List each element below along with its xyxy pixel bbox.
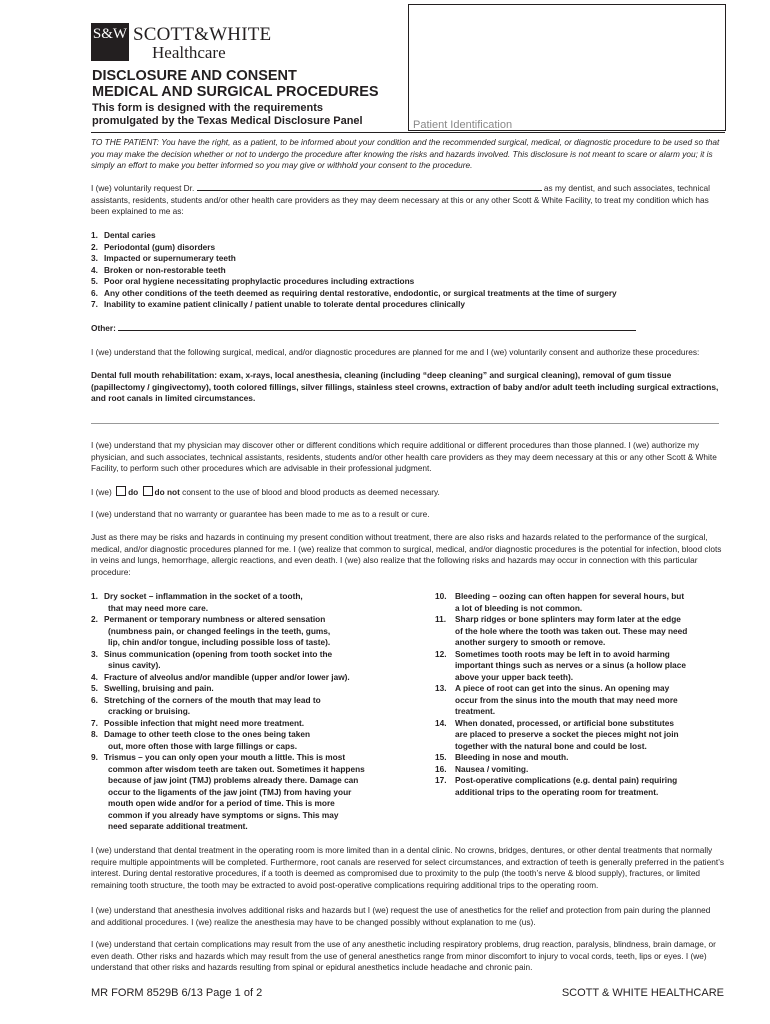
list-item: 5. Swelling, bruising and pain. [91, 683, 214, 693]
logo-icon: S&W [91, 23, 129, 61]
patient-id-label: Patient Identification [413, 119, 513, 131]
do-not-label: do not [154, 487, 180, 497]
do-checkbox[interactable] [116, 486, 126, 496]
list-item: 17. Post-operative complications (e.g. dental pain) requiring additional trips to the operating room for treatment. [435, 775, 678, 797]
list-item: 7. Inability to examine patient clinically / patient unable to tolerate dental procedures clinically [91, 299, 466, 309]
list-item: 11. Sharp ridges or bone splinters may form later at the edge of the hole where the tooth was taken out. These may need another surgery to smooth or remove. [435, 614, 688, 647]
subtitle-line-1: This form is designed with the requirements [92, 102, 324, 114]
list-item: 6. Any other conditions of the teeth deemed as requiring dental restorative, endodontic, or surgical treatments at the time of surgery [91, 287, 617, 298]
header-divider [91, 132, 725, 133]
risks-left-column [91, 591, 421, 833]
list-item: 9. Trismus – you can only open your mouth a little. This is most common after wisdom teeth are taken out. Sometimes it happens because of jaw joint (TMJ) problems already there. Damage can occur to the ligaments of the jaw joint (TMJ) from having your mouth open wide and/or for a period of time. This is more common if you already have symptoms or signs. This may need separate additional treatment. [91, 752, 365, 831]
brand-name: SCOTT&WHITE [133, 24, 272, 45]
anesthesia-paragraph: I (we) understand that anesthesia involves additional risks and hazards but I (we) request the use of anesthetics for the relief and protection from pain during the planned and additional procedures. I (we) realize the anesthesia may have to be changed possibly without explanation to me (us). [91, 905, 711, 927]
other-label: Other: [91, 323, 116, 333]
request-paragraph [91, 183, 726, 218]
brand-subname: Healthcare [152, 43, 226, 62]
list-item: 8. Damage to other teeth close to the ones being taken out, more often those with large fillings or caps. [91, 729, 311, 751]
list-item: 3. Sinus communication (opening from tooth socket into the sinus cavity). [91, 648, 333, 670]
list-item: 1. Dry socket – inflammation in the socket of a tooth, that may need more care. [91, 591, 303, 613]
title-line-2: MEDICAL AND SURGICAL PROCEDURES [92, 84, 379, 100]
list-item: 2. Permanent or temporary numbness or altered sensation (numbness pain, or changed feelings in the teeth, gums, lip, chin and/or tongue, including possible loss of taste). [91, 614, 331, 647]
list-item: 14. When donated, processed, or artificial bone substitutes are placed to preserve a socket the pieces might not join together with the natural bone and could be lost. [435, 717, 679, 751]
risks-intro-paragraph: Just as there may be risks and hazards in continuing my present condition without treatment, there are also risks and hazards related to the performance of the surgical, medical, and/or diagnostic procedures planned for me. I (we) realize that common to surgical, medical, and/or diagnostic procedures is the potential for infection, blood clots in veins and lungs, hemorrhage, allergic reactions, and even death. I (we) also realize that the following risks and hazards may occur in connection with this particular procedure: [91, 532, 722, 577]
list-item: 12. Sometimes tooth roots may be left in to avoid harming important things such as nerves or a sinus (a hollow place above your upper back teeth). [435, 648, 686, 682]
list-item: 5. Poor oral hygiene necessitating prophylactic procedures including extractions [91, 276, 415, 286]
conditions-list [91, 230, 726, 311]
do-label: do [128, 487, 139, 497]
form-title [92, 68, 379, 100]
or-treatment-paragraph: I (we) understand that dental treatment in the operating room is more limited than in a dental clinic. No crowns, bridges, dentures, or other dental treatments that normally require multiple appointments will be completed. Furthermore, root canals are reserved for select circumstances, and extraction of teeth is generally preferred in the patient’s interest. During dental restorative procedures, if a tooth is deemed as compromised due to proximity to the pulp (the tooth’s nerve & blood supply), fractures, or limited remaining tooth structure, the tooth may be extracted to avoid post-operative complications requiring additional trips to the operating room. [91, 845, 725, 890]
other-line [91, 323, 726, 335]
list-item: 16. Nausea / vomiting. [435, 763, 529, 774]
request-prefix: I (we) voluntarily request Dr. [91, 183, 195, 193]
intro-paragraph: TO THE PATIENT: You have the right, as a patient, to be informed about your condition and the recommended surgical, medical, or diagnostic procedure to be used so that you may make the decision whether or not to undergo the procedure after knowing the risks and hazards involved. This disclosure is not meant to scare or alarm you; it is simply an effort to make you better informed so you may give or withhold your consent to the procedure. [91, 137, 720, 170]
patient-id-box[interactable] [408, 4, 726, 131]
form-subtitle [92, 102, 363, 128]
form-number: MR FORM 8529B 6/13 Page 1 of 2 [91, 987, 263, 999]
list-item: 7. Possible infection that might need more treatment. [91, 717, 305, 728]
no-warranty-paragraph: I (we) understand that no warranty or guarantee has been made to me as to a result or cure. [91, 509, 430, 519]
list-item: 6. Stretching of the corners of the mouth that may lead to cracking or bruising. [91, 694, 321, 716]
complications-paragraph: I (we) understand that certain complications may result from the use of any anesthetic including respiratory problems, drug reaction, paralysis, blindness, brain damage, or even death. Other risks and hazards which may result from the use of general anesthetics range from minor discomfort to injury to vocal cords, teeth, lips or eyes. I (we) understand that other risks and hazards resulting from spinal or epidural anesthetics include headache and chronic pain. [91, 939, 716, 972]
footer-organization: SCOTT & WHITE HEALTHCARE [561, 987, 724, 999]
title-line-1: DISCLOSURE AND CONSENT [92, 68, 297, 84]
list-item: 4. Broken or non-restorable teeth [91, 264, 226, 275]
subtitle-line-2: promulgated by the Texas Medical Disclosure Panel [92, 115, 363, 127]
planned-intro: I (we) understand that the following surgical, medical, and/or diagnostic procedures are planned for me and I (we) voluntarily consent and authorize these procedures: [91, 347, 700, 357]
risks-right-column [435, 591, 727, 798]
list-item: 13. A piece of root can get into the sinus. An opening may occur from the sinus into the mouth that may need more treatment. [435, 683, 678, 716]
list-item: 3. Impacted or supernumerary teeth [91, 253, 236, 263]
list-item: 10. Bleeding – oozing can often happen for several hours, but a lot of bleeding is not common. [435, 591, 685, 613]
other-field[interactable] [118, 330, 636, 331]
list-item: 1. Dental caries [91, 230, 156, 240]
dentist-name-field[interactable] [197, 190, 542, 191]
list-item: 2. Periodontal (gum) disorders [91, 241, 216, 252]
request-suffix: as my dentist, and such associates, technical assistants, residents, students and/or other health care providers as they may deem necessary at this or any other Scott & White Facility, to treat my condition which has been explained to me as: [91, 183, 710, 216]
procedure-divider [91, 423, 719, 424]
procedure-text[interactable]: Dental full mouth rehabilitation: exam, x-rays, local anesthesia, cleaning (including “deep cleaning” and surgical cleaning), removal of gum tissue (papillectomy / gingivectomy), tooth colored fillings, silver fillings, stainless steel crowns, extraction of baby and/or adult teeth including surgical extractions, and root canals in limited circumstances. [91, 370, 719, 403]
list-item: 15. Bleeding in nose and mouth. [435, 752, 569, 762]
blood-consent: I (we) do do not consent to the use of blood and blood products as deemed necessary. [91, 487, 440, 497]
do-not-checkbox[interactable] [143, 486, 153, 496]
list-item: 4. Fracture of alveolus and/or mandible (upper and/or lower jaw). [91, 671, 350, 682]
other-conditions-paragraph: I (we) understand that my physician may discover other or different conditions which require additional or different procedures than those planned. I (we) authorize my physician, and such associates, technical assistants, residents, students and/or other health care providers as they may deem necessary at this or any other Scott & White Facility, to perform such other procedures which are advisable in their professional judgment. [91, 440, 717, 473]
